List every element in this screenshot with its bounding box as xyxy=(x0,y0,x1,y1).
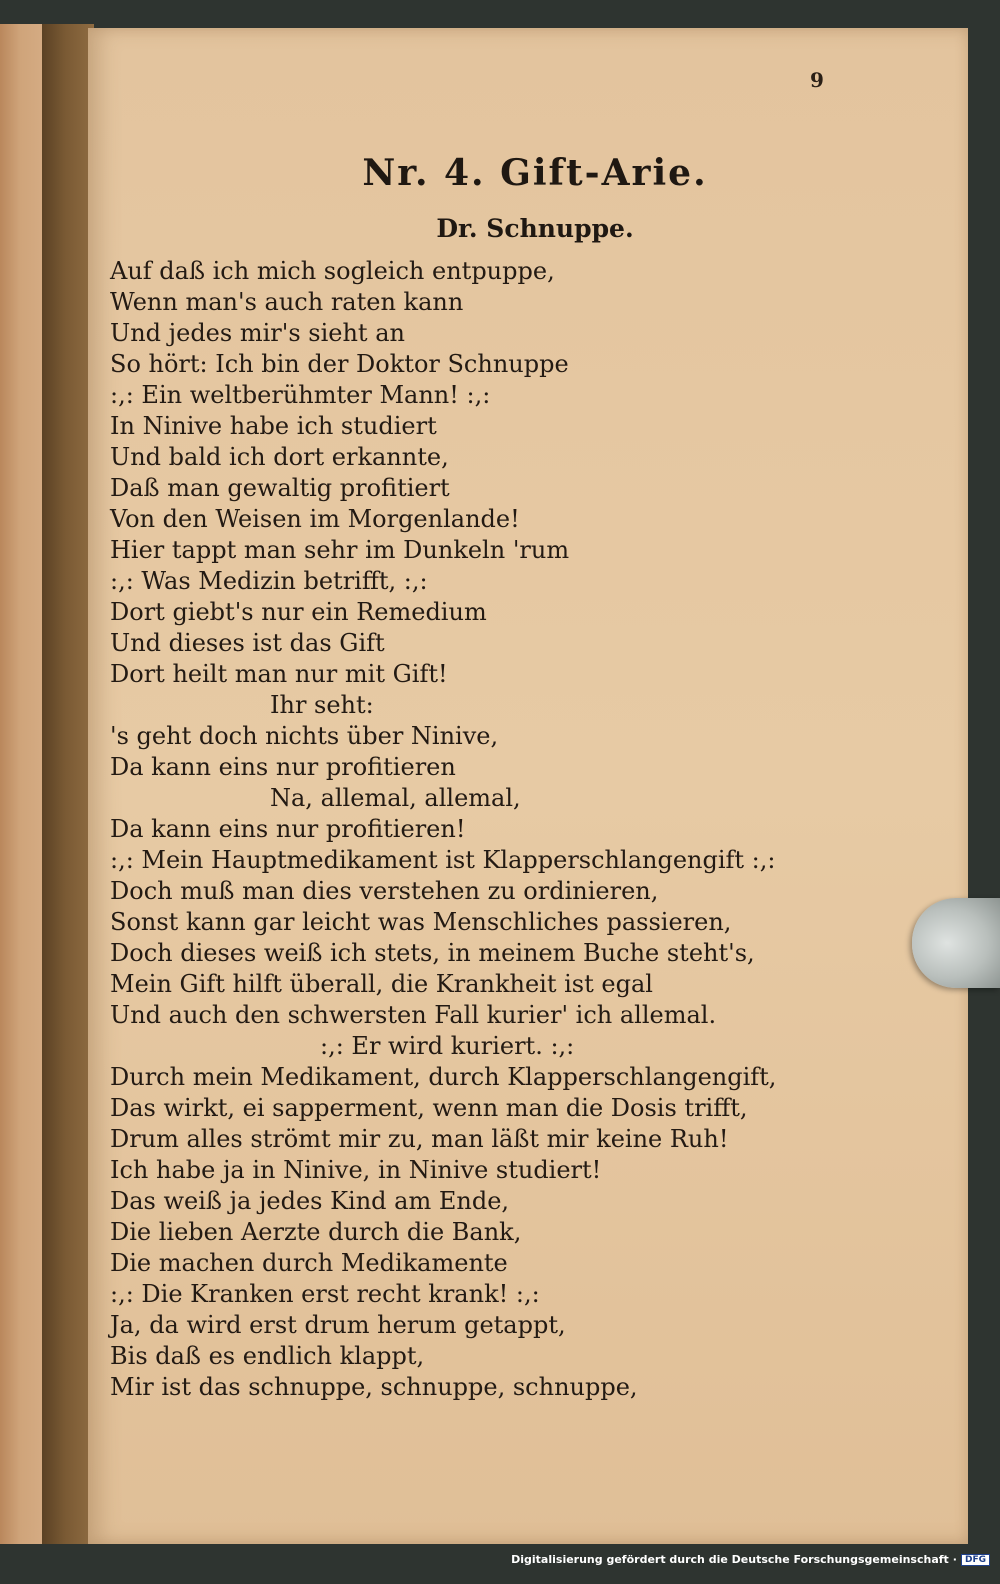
verse-line: Dort giebt's nur ein Remedium xyxy=(110,598,487,626)
verse-line: Und jedes mir's sieht an xyxy=(110,319,405,347)
credit-text: Digitalisierung gefördert durch die Deutsche Forschungsgemeinschaft xyxy=(511,1553,949,1566)
verse-line: :,: Die Kranken erst recht krank! :,: xyxy=(110,1280,540,1308)
verse-line: Von den Weisen im Morgenlande! xyxy=(110,505,520,533)
verse-line: In Ninive habe ich studiert xyxy=(110,412,437,440)
verse-line: Und auch den schwersten Fall kurier' ich allemal. xyxy=(110,1001,717,1029)
verse-line: So hört: Ich bin der Doktor Schnuppe xyxy=(110,350,569,378)
digitization-credit: Digitalisierung gefördert durch die Deutsche Forschungsgemeinschaft · DFG xyxy=(507,1552,994,1567)
verse-text xyxy=(110,256,790,1403)
verse-line: Durch mein Medikament, durch Klapperschlangengift, xyxy=(110,1063,777,1091)
page-title: Nr. 4. Gift-Arie. xyxy=(362,152,708,194)
verse-line: Hier tappt man sehr im Dunkeln 'rum xyxy=(110,536,570,564)
verse-line: Ihr seht: xyxy=(270,691,374,719)
verse-line: :,: Was Medizin betrifft, :,: xyxy=(110,567,428,595)
verse-line: Sonst kann gar leicht was Menschliches passieren, xyxy=(110,908,732,936)
verse-line: Das weiß ja jedes Kind am Ende, xyxy=(110,1187,510,1215)
verse-line: Und bald ich dort erkannte, xyxy=(110,443,449,471)
verse-line: Bis daß es endlich klappt, xyxy=(110,1342,425,1370)
page-number: 9 xyxy=(810,68,824,92)
verse-line: Daß man gewaltig profitiert xyxy=(110,474,450,502)
verse-line: :,: Ein weltberühmter Mann! :,: xyxy=(110,381,491,409)
verse-line: Na, allemal, allemal, xyxy=(270,784,521,812)
verse-line: Mir ist das schnuppe, schnuppe, schnuppe, xyxy=(110,1373,638,1401)
dfg-logo-icon: DFG xyxy=(961,1554,990,1566)
verse-line: Doch muß man dies verstehen zu ordinieren, xyxy=(110,877,659,905)
verse-line: Doch dieses weiß ich stets, in meinem Buche steht's, xyxy=(110,939,755,967)
speaker-heading: Dr. Schnuppe. xyxy=(436,214,634,243)
verse-line: Da kann eins nur profitieren! xyxy=(110,815,466,843)
verse-line: Ja, da wird erst drum herum getappt, xyxy=(110,1311,566,1339)
verse-line: :,: Mein Hauptmedikament ist Klapperschlangengift :,: xyxy=(110,846,776,874)
verse-line: Drum alles strömt mir zu, man läßt mir keine Ruh! xyxy=(110,1125,729,1153)
verse-line: :,: Er wird kuriert. :,: xyxy=(320,1032,575,1060)
verse-line: Die machen durch Medikamente xyxy=(110,1249,508,1277)
page-clip xyxy=(912,898,1000,988)
verse-line: Dort heilt man nur mit Gift! xyxy=(110,660,448,688)
verse-line: 's geht doch nichts über Ninive, xyxy=(110,722,499,750)
verse-line: Ich habe ja in Ninive, in Ninive studiert! xyxy=(110,1156,602,1184)
verse-line: Wenn man's auch raten kann xyxy=(110,288,464,316)
verse-line: Die lieben Aerzte durch die Bank, xyxy=(110,1218,522,1246)
verse-line: Und dieses ist das Gift xyxy=(110,629,385,657)
book-gutter xyxy=(42,24,94,1544)
verse-line: Mein Gift hilft überall, die Krankheit ist egal xyxy=(110,970,653,998)
verse-line: Da kann eins nur profitieren xyxy=(110,753,456,781)
verse-line: Auf daß ich mich sogleich entpuppe, xyxy=(110,257,555,285)
verse-line: Das wirkt, ei sapperment, wenn man die Dosis trifft, xyxy=(110,1094,748,1122)
